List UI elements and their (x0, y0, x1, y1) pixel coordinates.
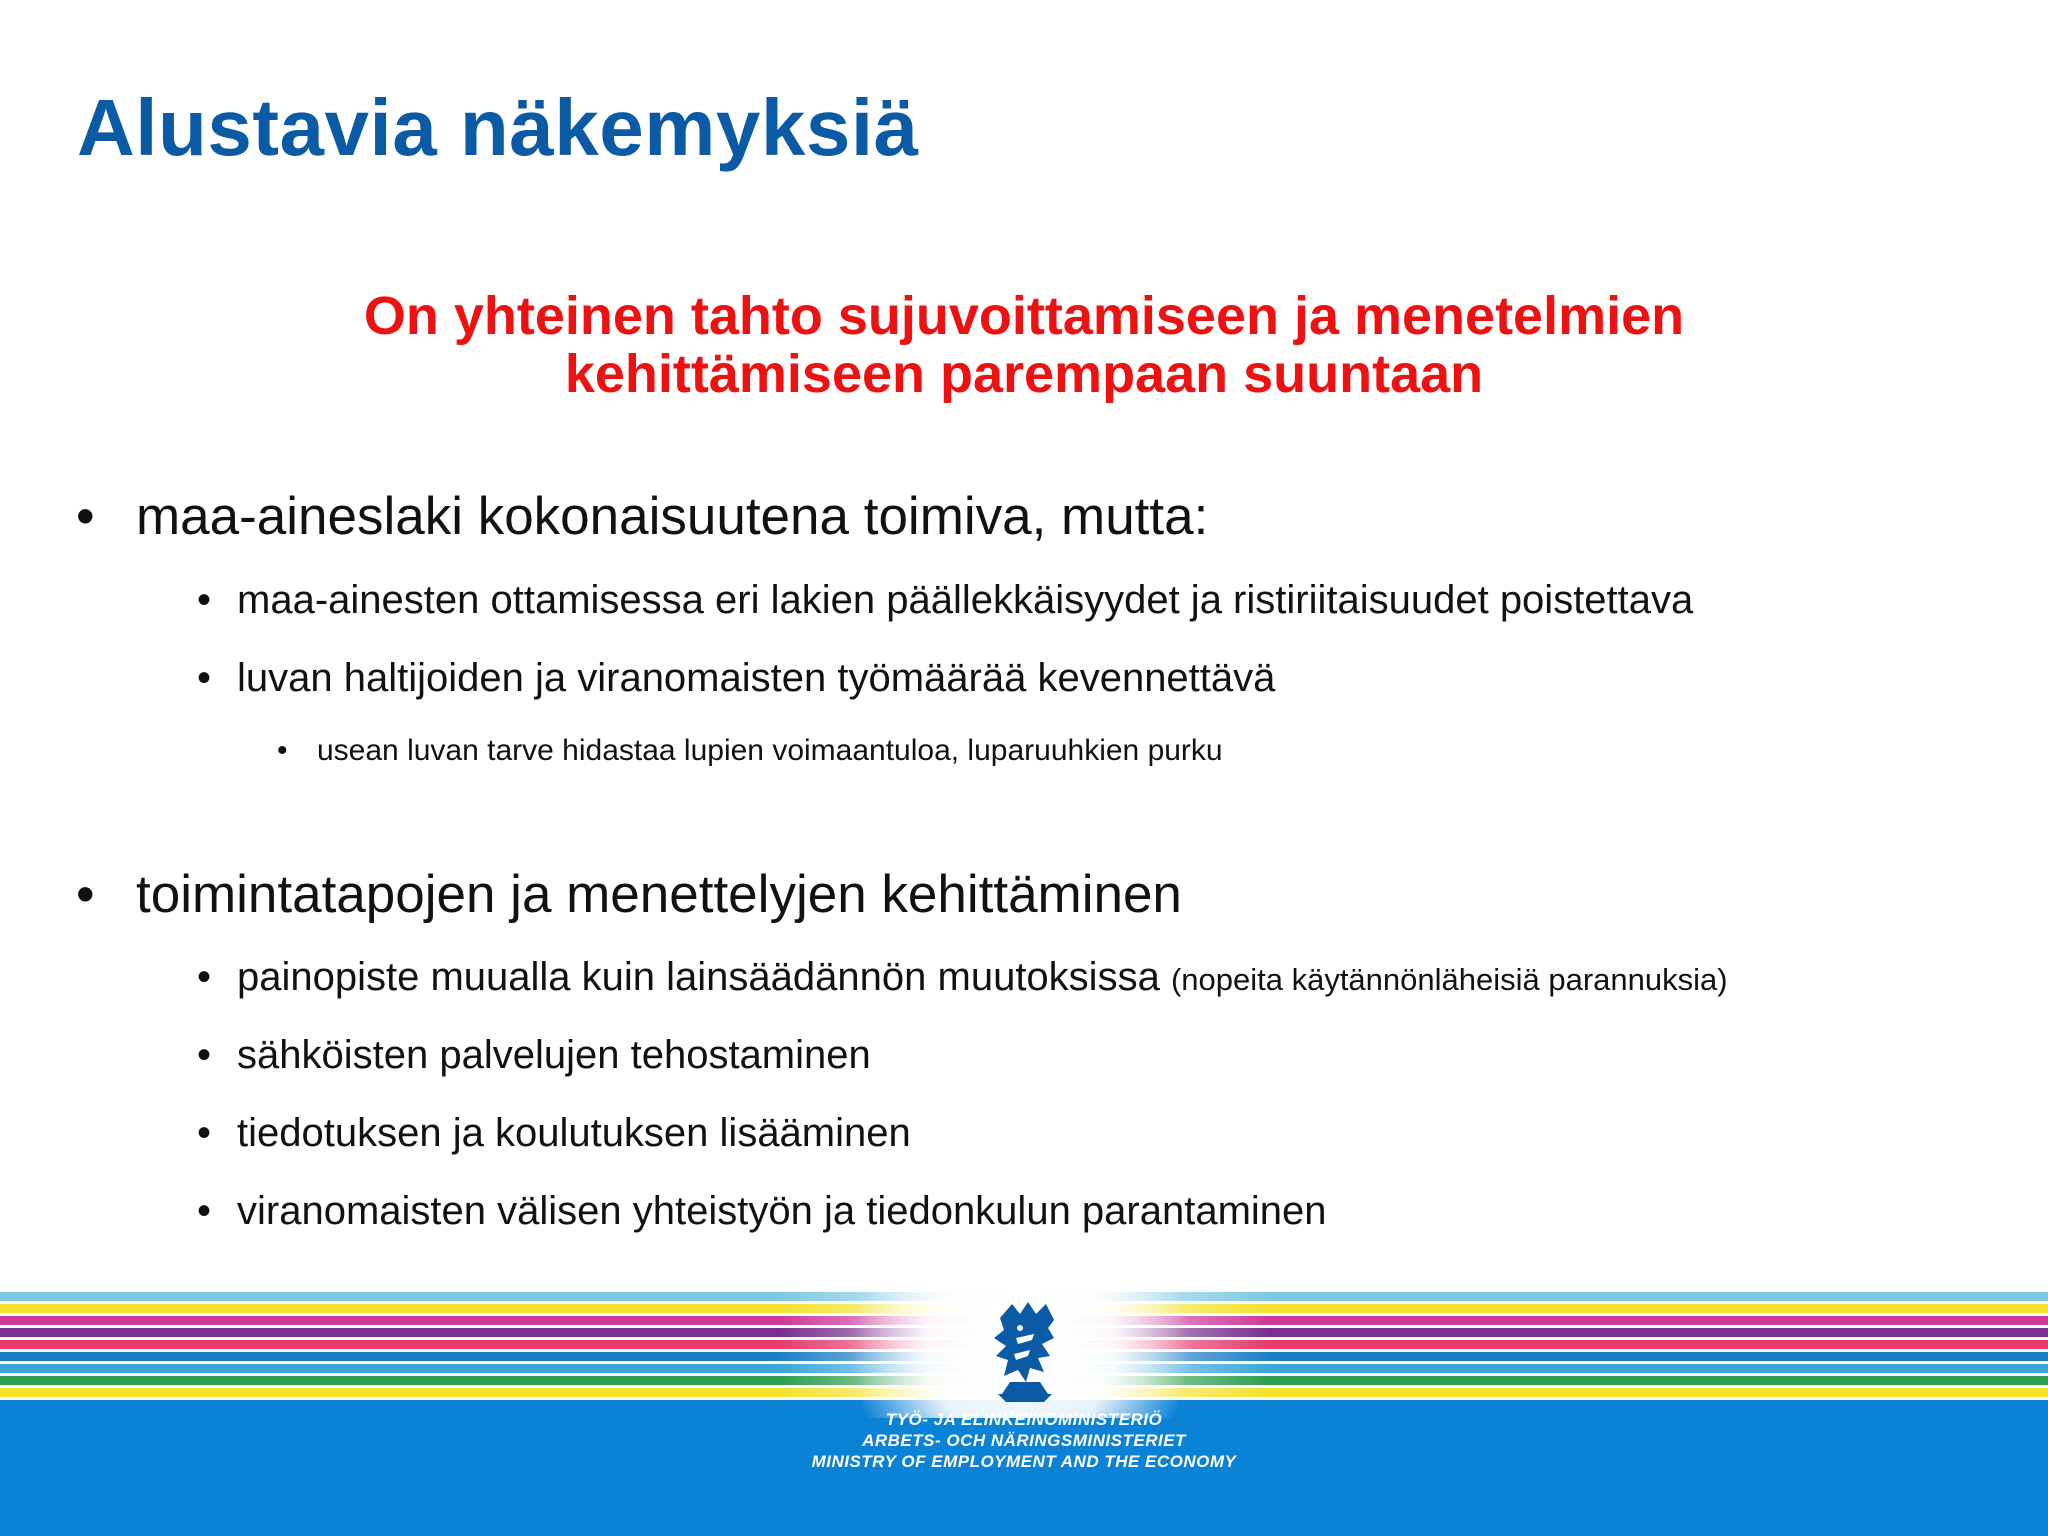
ministry-name-en: MINISTRY OF EMPLOYMENT AND THE ECONOMY (811, 1452, 1237, 1471)
bullet-text: maa-aineslaki kokonaisuutena toimiva, mutta: (136, 487, 1209, 546)
bullet-text: tiedotuksen ja koulutuksen lisääminen (237, 1111, 911, 1155)
bullet-dot: • (197, 1111, 212, 1155)
bullet-dot: • (197, 955, 212, 999)
ministry-name-fi: TYÖ- JA ELINKEINOMINISTERIÖ (885, 1410, 1163, 1429)
bullet-text: usean luvan tarve hidastaa lupien voimaantuloa, luparuuhkien purku (317, 734, 1223, 767)
bullet-text: toimintatapojen ja menettelyjen kehittäminen (136, 865, 1182, 924)
bullet-main-text: painopiste muualla kuin lainsäädännön muutoksissa (237, 955, 1160, 999)
bullet-note: (nopeita käytännönläheisiä parannuksia) (1170, 962, 1728, 997)
bullet-dot: • (197, 1033, 212, 1077)
ministry-name-sv: ARBETS- OCH NÄRINGSMINISTERIET (862, 1431, 1186, 1450)
bullet-text: sähköisten palvelujen tehostaminen (237, 1033, 871, 1077)
headline-line-2: kehittämiseen parempaan suuntaan (564, 344, 1484, 404)
headline-line-1: On yhteinen tahto sujuvoittamiseen ja menetelmien (363, 286, 1685, 346)
bullet-text: luvan haltijoiden ja viranomaisten työmäärää kevennettävä (237, 656, 1276, 700)
ministry-name (0, 1409, 2048, 1472)
bullet-dot: • (197, 578, 212, 622)
headline (0, 287, 2048, 403)
bullet-text: viranomaisten välisen yhteistyön ja tiedonkulun parantaminen (237, 1189, 1327, 1233)
bullet-text: maa-ainesten ottamisessa eri lakien päällekkäisyydet ja ristiriitaisuudet poistettava (237, 578, 1694, 622)
bullet-dot: • (197, 1189, 212, 1233)
bullet-dot: • (76, 487, 95, 546)
bullet-dot: • (277, 734, 288, 767)
bullet-text (237, 955, 1728, 1000)
bullet-dot: • (76, 865, 95, 924)
slide-title: Alustavia näkemyksiä (77, 83, 919, 172)
bullet-dot: • (197, 656, 212, 700)
